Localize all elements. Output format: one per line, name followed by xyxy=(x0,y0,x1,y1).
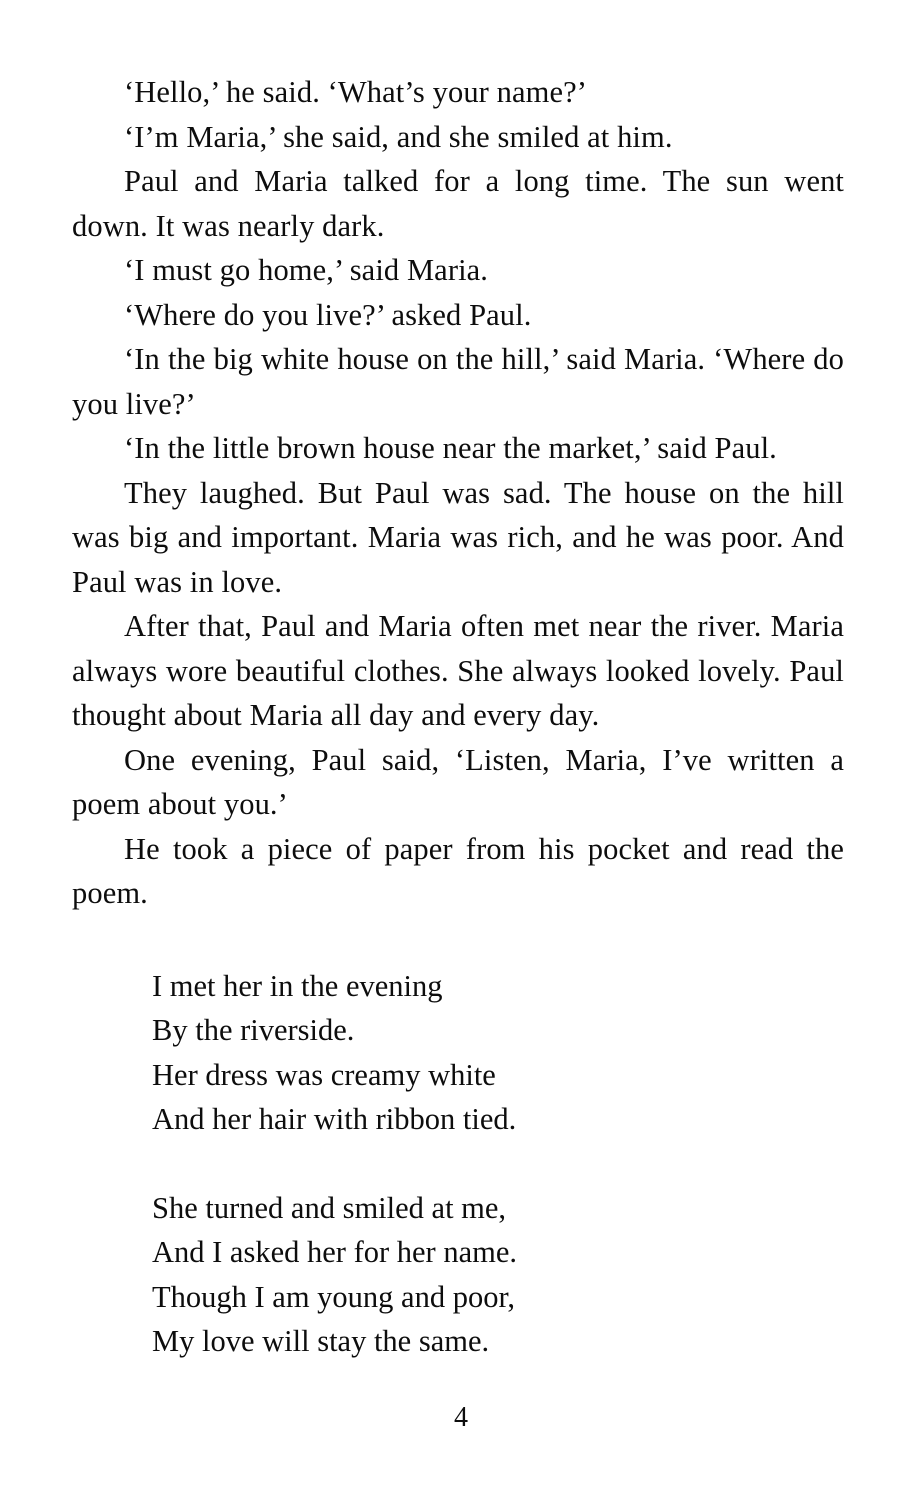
paragraph: ‘Hello,’ he said. ‘What’s your name?’ xyxy=(124,75,588,109)
paragraph: After that, Paul and Maria often met near the river. Maria always wore beautiful clothes. She always looked lovely. Paul thought about Maria all day and every day. xyxy=(72,609,844,732)
paragraph: ‘Where do you live?’ asked Paul. xyxy=(124,297,532,332)
paragraph: Paul and Maria talked for a long time. The sun went down. It was nearly dark. xyxy=(72,164,844,243)
paragraph: ‘In the little brown house near the market,’ said Paul. xyxy=(124,431,777,465)
paragraph: He took a piece of paper from his pocket and read the poem. xyxy=(72,831,844,910)
paragraph: They laughed. But Paul was sad. The house on the hill was big and important. Maria was rich, and he was poor. And Paul was in love. xyxy=(72,475,844,599)
poem-stanza xyxy=(152,1186,844,1364)
page-body xyxy=(72,70,844,916)
poem-line: My love will stay the same. xyxy=(152,1324,490,1358)
poem-line: She turned and smiled at me, xyxy=(152,1190,507,1225)
paragraph: ‘I must go home,’ said Maria. xyxy=(124,253,489,287)
poem-line: And I asked her for her name. xyxy=(152,1235,518,1269)
poem-stanza xyxy=(152,964,844,1142)
poem-line: By the riverside. xyxy=(152,1013,355,1047)
paragraph: ‘I’m Maria,’ she said, and she smiled at him. xyxy=(124,119,673,154)
paragraph: One evening, Paul said, ‘Listen, Maria, I’ve written a poem about you.’ xyxy=(72,742,844,821)
paragraph: ‘In the big white house on the hill,’ said Maria. ‘Where do you live?’ xyxy=(72,342,844,421)
poem-line: Her dress was creamy white xyxy=(152,1057,496,1092)
poem-block xyxy=(72,964,844,1364)
poem-line: I met her in the evening xyxy=(152,968,443,1003)
poem-line: And her hair with ribbon tied. xyxy=(152,1102,517,1136)
page-number: 4 xyxy=(454,1402,468,1433)
poem-line: Though I am young and poor, xyxy=(152,1279,516,1314)
